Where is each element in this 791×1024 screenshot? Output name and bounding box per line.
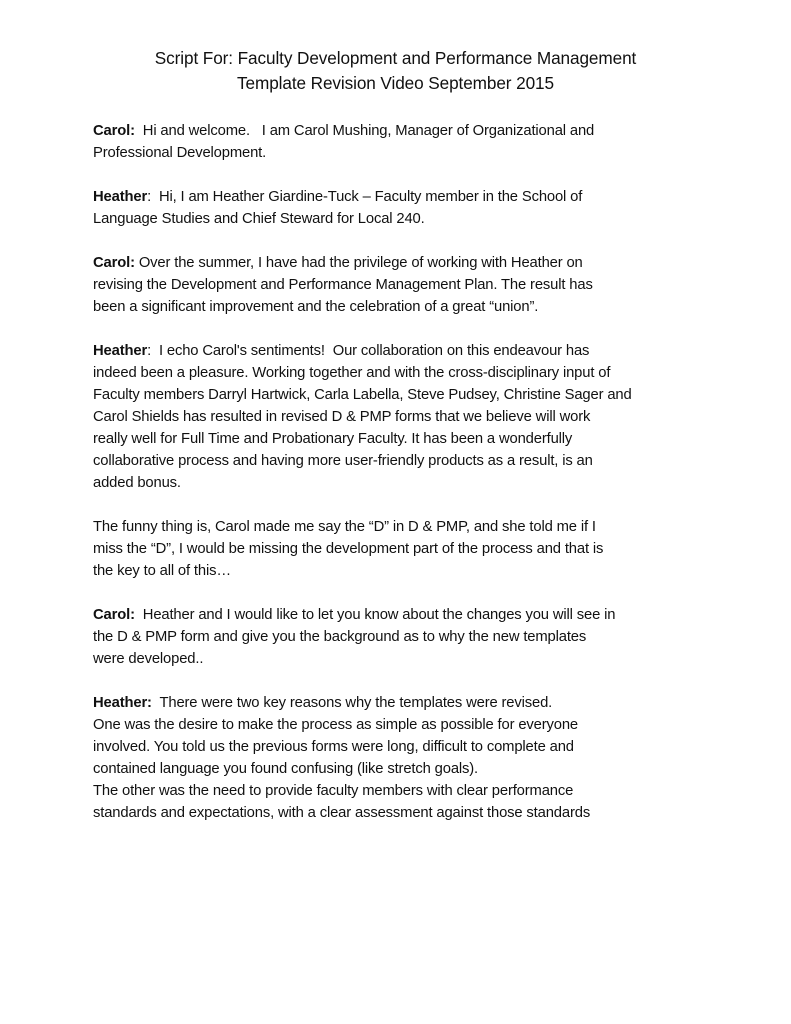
dialogue-line — [93, 604, 723, 626]
dialogue-line: Professional Development. — [93, 145, 267, 161]
speaker-name: Heather — [93, 343, 148, 359]
dialogue-line — [93, 252, 723, 274]
dialogue-paragraph — [93, 252, 723, 318]
dialogue-line — [93, 340, 723, 362]
speaker-name: Carol: — [93, 607, 135, 623]
dialogue-paragraph — [93, 604, 723, 670]
dialogue-line: miss the “D”, I would be missing the development part of the process and that is — [93, 541, 604, 557]
dialogue-line: One was the desire to make the process as simple as possible for everyone — [93, 717, 578, 733]
dialogue-line: Faculty members Darryl Hartwick, Carla Labella, Steve Pudsey, Christine Sager and — [93, 387, 632, 403]
dialogue-line: standards and expectations, with a clear assessment against those standards — [93, 805, 591, 821]
dialogue-line — [93, 120, 723, 142]
dialogue-text: Hi and welcome. I am Carol Mushing, Manager of Organizational and — [134, 123, 595, 139]
speaker-name: Heather — [93, 189, 148, 205]
dialogue-line: The other was the need to provide faculty members with clear performance — [93, 783, 574, 799]
document-title — [0, 46, 791, 96]
title-line: Script For: Faculty Development and Performance Management — [154, 48, 637, 68]
dialogue-line: involved. You told us the previous forms were long, difficult to complete and — [93, 739, 574, 755]
dialogue-line — [93, 692, 723, 714]
dialogue-line: the D & PMP form and give you the background as to why the new templates — [93, 629, 587, 645]
dialogue-text: Heather and I would like to let you know about the changes you will see in — [134, 607, 616, 623]
dialogue-line: collaborative process and having more user-friendly products as a result, is an — [93, 453, 593, 469]
dialogue-text: There were two key reasons why the templates were revised. — [151, 695, 553, 711]
dialogue-line: the key to all of this… — [93, 563, 232, 579]
dialogue-line: been a significant improvement and the celebration of a great “union”. — [93, 299, 539, 315]
dialogue-paragraph — [93, 516, 723, 582]
dialogue-line: The funny thing is, Carol made me say the “D” in D & PMP, and she told me if I — [93, 519, 596, 535]
dialogue-line: added bonus. — [93, 475, 181, 491]
dialogue-paragraph — [93, 692, 723, 824]
speaker-name: Carol: — [93, 123, 135, 139]
speaker-name: Carol: — [93, 255, 135, 271]
dialogue-line: were developed.. — [93, 651, 204, 667]
dialogue-paragraph — [93, 186, 723, 230]
dialogue-text: : I echo Carol's sentiments! Our collaboration on this endeavour has — [147, 343, 590, 359]
speaker-name: Heather: — [93, 695, 152, 711]
dialogue-text: : Hi, I am Heather Giardine-Tuck – Faculty member in the School of — [147, 189, 583, 205]
dialogue-line: indeed been a pleasure. Working together and with the cross-disciplinary input of — [93, 365, 611, 381]
script-body — [93, 120, 723, 846]
dialogue-line: contained language you found confusing (like stretch goals). — [93, 761, 479, 777]
dialogue-line: Carol Shields has resulted in revised D & PMP forms that we believe will work — [93, 409, 591, 425]
dialogue-line — [93, 186, 723, 208]
dialogue-line: revising the Development and Performance Management Plan. The result has — [93, 277, 593, 293]
dialogue-paragraph — [93, 120, 723, 164]
dialogue-line: really well for Full Time and Probationary Faculty. It has been a wonderfully — [93, 431, 573, 447]
dialogue-text: Over the summer, I have had the privilege of working with Heather on — [134, 255, 583, 271]
title-line: Template Revision Video September 2015 — [237, 73, 554, 93]
dialogue-line: Language Studies and Chief Steward for Local 240. — [93, 211, 425, 227]
dialogue-paragraph — [93, 340, 723, 494]
